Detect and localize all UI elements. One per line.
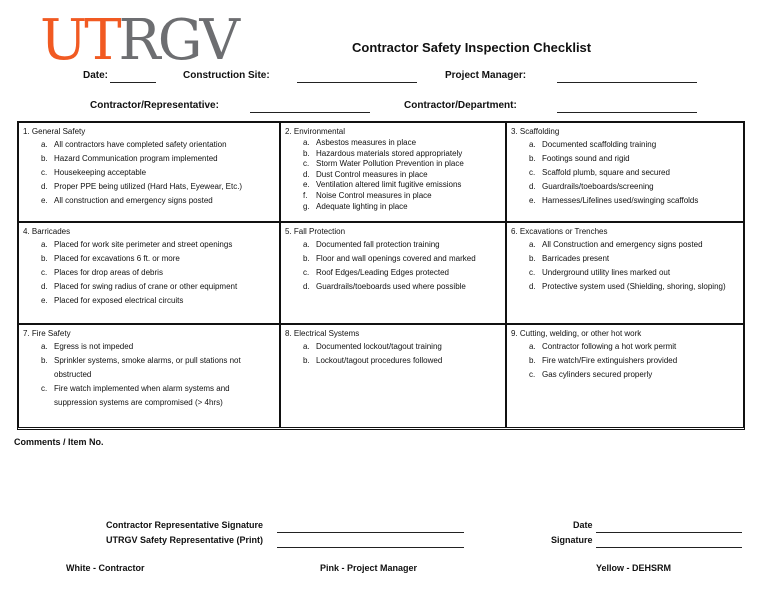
item-text: Fire watch implemented when alarm systems and suppression systems are compromised (> 4hrs) [54,384,230,407]
item-letter: b. [41,254,48,263]
footer-yellow-copy: Yellow - DEHSRM [596,563,672,573]
checklist-item[interactable] [511,252,737,266]
item-letter: c. [529,168,536,177]
section-general-safety [18,122,280,222]
checklist-item[interactable] [511,340,737,354]
item-text: Roof Edges/Leading Edges protected [316,268,449,277]
item-text: Underground utility lines marked out [542,268,671,277]
item-text: Hazard Communication program implemented [54,154,218,163]
item-text: Dust Control measures in place [316,169,428,179]
checklist-item[interactable] [511,368,737,382]
item-text: Documented fall protection training [316,240,440,249]
item-text: Housekeeping acceptable [54,168,147,177]
checklist-item[interactable] [23,152,273,166]
item-letter: d. [41,282,48,291]
checklist-item[interactable] [285,138,499,149]
checklist-item[interactable] [285,252,499,266]
date-signature-field[interactable] [596,532,742,533]
checklist-item[interactable] [511,280,737,294]
contractor-rep-signature-field[interactable] [277,532,464,533]
item-letter: e. [41,196,48,205]
checklist-item[interactable] [285,266,499,280]
checklist-item[interactable] [23,294,273,308]
item-text: Fire watch/Fire extinguishers provided [542,356,678,365]
checklist-item[interactable] [23,166,273,180]
item-text: Places for drop areas of debris [54,268,163,277]
item-text: All construction and emergency signs posted [54,196,213,205]
checklist-item[interactable] [511,266,737,280]
contractor-rep-field[interactable] [250,112,370,113]
contractor-rep-signature-label: Contractor Representative Signature [106,520,264,530]
section-title: 7. Fire Safety [23,329,71,338]
checklist-item[interactable] [285,340,499,354]
item-letter: b. [303,254,310,263]
section-title: 2. Environmental [285,127,346,136]
section-title: 1. General Safety [23,127,86,136]
item-letter: c. [41,168,48,177]
item-letter: g. [303,201,310,211]
section-title: 4. Barricades [23,227,71,236]
section-barricades [18,222,280,324]
checklist-item[interactable] [511,238,737,252]
utrgv-rep-print-label: UTRGV Safety Representative (Print) [106,535,264,545]
item-text: All contractors have completed safety orientation [54,140,227,149]
item-letter: a. [41,240,48,249]
checklist-item[interactable] [23,340,273,354]
item-letter: a. [303,342,310,351]
item-text: Lockout/tagout procedures followed [316,356,443,365]
item-text: Gas cylinders secured properly [542,370,653,379]
item-letter: b. [41,356,48,365]
checklist-item[interactable] [511,166,737,180]
section-excavations [506,222,744,324]
logo-rgv-text: RGV [118,8,237,73]
item-letter: b. [303,356,310,365]
footer-pink-copy: Pink - Project Manager [320,563,418,573]
item-letter: c. [303,268,310,277]
item-letter: c. [303,159,310,169]
item-letter: d. [303,282,310,291]
item-letter: b. [529,356,536,365]
item-letter: e. [41,296,48,305]
section-title: 8. Electrical Systems [285,329,360,338]
checklist-item[interactable] [23,194,273,208]
item-text: Floor and wall openings covered and marked [316,254,476,263]
project-manager-label: Project Manager: [445,70,527,81]
date-label: Date: [83,70,109,81]
item-letter: a. [529,140,536,149]
checklist-item[interactable] [23,238,273,252]
signature-field[interactable] [596,547,742,548]
item-letter: b. [303,148,310,158]
section-hot-work [506,324,744,428]
section-title: 5. Fall Protection [285,227,346,236]
item-letter: c. [529,370,536,379]
item-text: Contractor following a hot work permit [542,342,677,351]
item-letter: a. [529,342,536,351]
checklist-item[interactable] [23,252,273,266]
section-scaffolding [506,122,744,222]
item-text: Hazardous materials stored appropriately [316,148,463,158]
item-text: Scaffold plumb, square and secured [542,168,670,177]
checklist-item[interactable] [285,191,499,202]
checklist-item[interactable] [285,170,499,181]
item-letter: e. [529,196,536,205]
checklist-item[interactable] [23,266,273,280]
construction-site-field[interactable] [297,82,417,83]
item-text: Ventilation altered limit fugitive emissions [316,180,462,190]
checklist-item[interactable] [23,138,273,152]
checklist-item[interactable] [511,194,737,208]
item-letter: c. [41,268,48,277]
item-text: Documented scaffolding training [542,140,657,149]
checklist-item[interactable] [23,382,273,410]
section-electrical-systems [280,324,506,428]
item-letter: b. [41,154,48,163]
checklist-item[interactable] [511,138,737,152]
item-letter: b. [529,254,536,263]
utrgv-rep-print-field[interactable] [277,547,464,548]
item-letter: d. [303,169,310,179]
item-letter: d. [41,182,48,191]
section-fire-safety [18,324,280,428]
checklist-item[interactable] [23,180,273,194]
item-text: Adequate lighting in place [316,201,408,211]
checklist-item[interactable] [511,152,737,166]
contractor-rep-label: Contractor/Representative: [90,100,219,111]
item-letter: d. [529,182,536,191]
item-text: Placed for exposed electrical circuits [54,296,184,305]
item-letter: a. [529,240,536,249]
date-signature-label: Date [573,520,593,530]
item-text: Placed for swing radius of crane or other equipment [54,282,238,291]
item-letter: c. [41,384,48,393]
construction-site-label: Construction Site: [183,70,270,81]
contractor-dept-field[interactable] [557,112,697,113]
utrgv-logo [40,8,237,73]
logo-ut-text: UT [40,8,119,73]
section-title: 3. Scaffolding [511,127,560,136]
section-title: 6. Excavations or Trenches [511,227,608,236]
section-fall-protection [280,222,506,324]
date-field[interactable] [110,82,156,83]
item-text: Protective system used (Shielding, shoring, sloping) [542,282,726,291]
item-text: Guardrails/toeboards used where possible [316,282,466,291]
item-letter: d. [529,282,536,291]
checklist-item[interactable] [511,180,737,194]
checklist-item[interactable] [285,202,499,213]
item-text: Storm Water Pollution Prevention in place [316,159,464,169]
item-text: Footings sound and rigid [542,154,630,163]
section-environmental [280,122,506,222]
project-manager-field[interactable] [557,82,697,83]
item-text: All Construction and emergency signs posted [542,240,703,249]
checklist-item[interactable] [511,354,737,368]
item-text: Egress is not impeded [54,342,134,351]
item-letter: e. [303,180,310,190]
item-letter: b. [529,154,536,163]
item-text: Asbestos measures in place [316,138,417,147]
contractor-dept-label: Contractor/Department: [404,100,517,111]
comments-label: Comments / Item No. [14,437,104,447]
checklist-item[interactable] [285,149,499,160]
signature-label: Signature [551,535,593,545]
checklist-item[interactable] [23,354,273,382]
item-letter: f. [303,190,308,200]
item-letter: a. [303,138,310,147]
item-text: Noise Control measures in place [316,190,432,200]
item-text: Placed for excavations 6 ft. or more [54,254,180,263]
item-letter: c. [529,268,536,277]
item-text: Harnesses/Lifelines used/swinging scaffolds [542,196,699,205]
footer-white-copy: White - Contractor [66,563,145,573]
section-title: 9. Cutting, welding, or other hot work [511,329,642,338]
item-text: Documented lockout/tagout training [316,342,442,351]
item-text: Proper PPE being utilized (Hard Hats, Eyewear, Etc.) [54,182,243,191]
item-letter: a. [41,140,48,149]
item-text: Sprinkler systems, smoke alarms, or pull stations not obstructed [54,356,241,379]
checklist-item[interactable] [285,354,499,368]
checklist-item[interactable] [285,180,499,191]
checklist-item[interactable] [285,280,499,294]
item-text: Guardrails/toeboards/screening [542,182,654,191]
item-text: Placed for work site perimeter and street openings [54,240,233,249]
comments-area[interactable] [14,452,744,512]
item-text: Barricades present [542,254,610,263]
page-title: Contractor Safety Inspection Checklist [352,40,592,55]
checklist-item[interactable] [285,238,499,252]
checklist-item[interactable] [23,280,273,294]
item-letter: a. [41,342,48,351]
checklist-item[interactable] [285,159,499,170]
item-letter: a. [303,240,310,249]
checklist-grid [17,121,745,430]
